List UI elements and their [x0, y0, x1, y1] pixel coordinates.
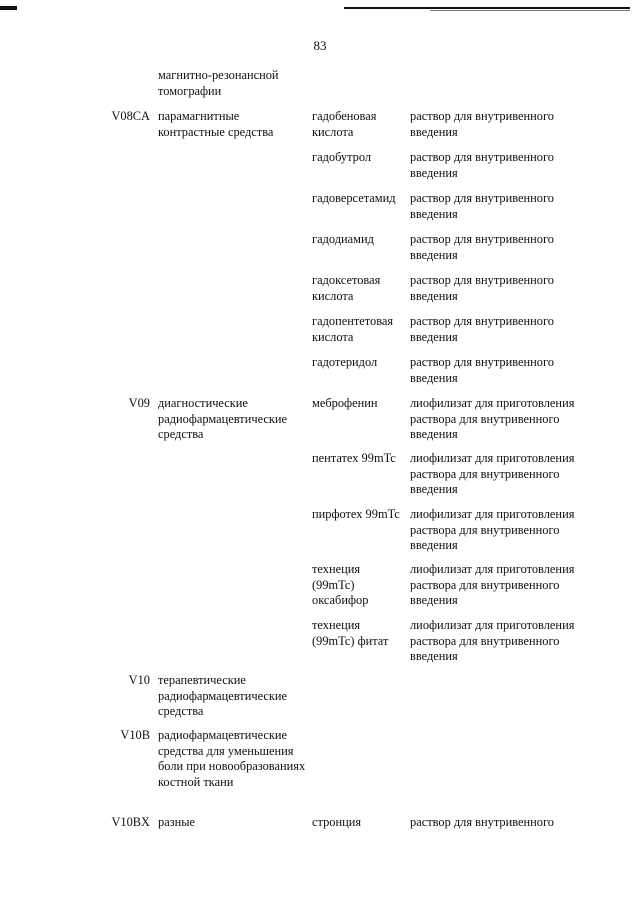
group-name: магнитно-резонансной томографии: [158, 68, 279, 98]
drug-name: пентатех 99mTc: [312, 451, 396, 465]
dosage-form: раствор для внутривенного введения: [410, 191, 554, 221]
atc-code: V08CA: [111, 109, 150, 123]
table-row: [0, 618, 640, 666]
table-row: [0, 396, 640, 444]
table-row: [0, 815, 640, 831]
table-row: [0, 232, 640, 264]
drug-name: гадоверсетамид: [312, 191, 396, 205]
drug-name: гадобеновая кислота: [312, 109, 377, 139]
group-name: разные: [158, 815, 196, 829]
drug-name: гадобутрол: [312, 150, 372, 164]
group-name: диагностические радиофармацевтические средства: [158, 396, 288, 441]
scan-mark-right: [344, 7, 630, 9]
drug-name: стронция: [312, 815, 362, 829]
dosage-form: раствор для внутривенного введения: [410, 150, 554, 180]
table-row: [0, 314, 640, 346]
dosage-form: раствор для внутривенного введения: [410, 273, 554, 303]
table-row: [0, 562, 640, 610]
scan-mark-left: [0, 6, 17, 10]
table-row: [0, 68, 640, 100]
dosage-form: лиофилизат для приготовления раствора для внутривенного введения: [410, 451, 575, 496]
table-row: [0, 150, 640, 182]
drug-name: технеция (99mTc) оксабифор: [312, 562, 369, 607]
drug-name: технеция (99mTc) фитат: [312, 618, 389, 648]
table-row: [0, 451, 640, 499]
dosage-form: раствор для внутривенного: [410, 815, 554, 829]
group-name: парамагнитные контрастные средства: [158, 109, 274, 139]
page-number: 83: [313, 38, 327, 53]
dosage-form: лиофилизат для приготовления раствора для внутривенного введения: [410, 618, 575, 663]
dosage-form: раствор для внутривенного введения: [410, 314, 554, 344]
table-row: [0, 355, 640, 387]
atc-code: V10BX: [111, 815, 150, 829]
table-row: [0, 273, 640, 305]
drug-name: гадопентетовая кислота: [312, 314, 394, 344]
drug-name: гадоксетовая кислота: [312, 273, 381, 303]
group-name: терапевтические радиофармацевтические средства: [158, 673, 288, 718]
table-row: [0, 673, 640, 721]
drug-name: гадодиамид: [312, 232, 374, 246]
dosage-form: раствор для внутривенного введения: [410, 232, 554, 262]
dosage-form: лиофилизат для приготовления раствора для внутривенного введения: [410, 507, 575, 552]
drug-name: гадотеридол: [312, 355, 378, 369]
table-row: [0, 191, 640, 223]
atc-code: V09: [128, 396, 150, 410]
dosage-form: раствор для внутривенного введения: [410, 355, 554, 385]
table-row: [0, 109, 640, 141]
atc-code: V10: [128, 673, 150, 687]
dosage-form: лиофилизат для приготовления раствора для внутривенного введения: [410, 396, 575, 441]
scan-mark-shadow: [430, 10, 630, 11]
drug-name: пирфотех 99mTc: [312, 507, 400, 521]
dosage-form: раствор для внутривенного введения: [410, 109, 554, 139]
atc-code: V10B: [120, 728, 150, 742]
table-row: [0, 728, 640, 808]
drug-name: меброфенин: [312, 396, 378, 410]
group-name: радиофармацевтические средства для уменьшения боли при новообразованиях костной ткани: [158, 728, 306, 789]
dosage-form: лиофилизат для приготовления раствора для внутривенного введения: [410, 562, 575, 607]
table-row: [0, 507, 640, 555]
